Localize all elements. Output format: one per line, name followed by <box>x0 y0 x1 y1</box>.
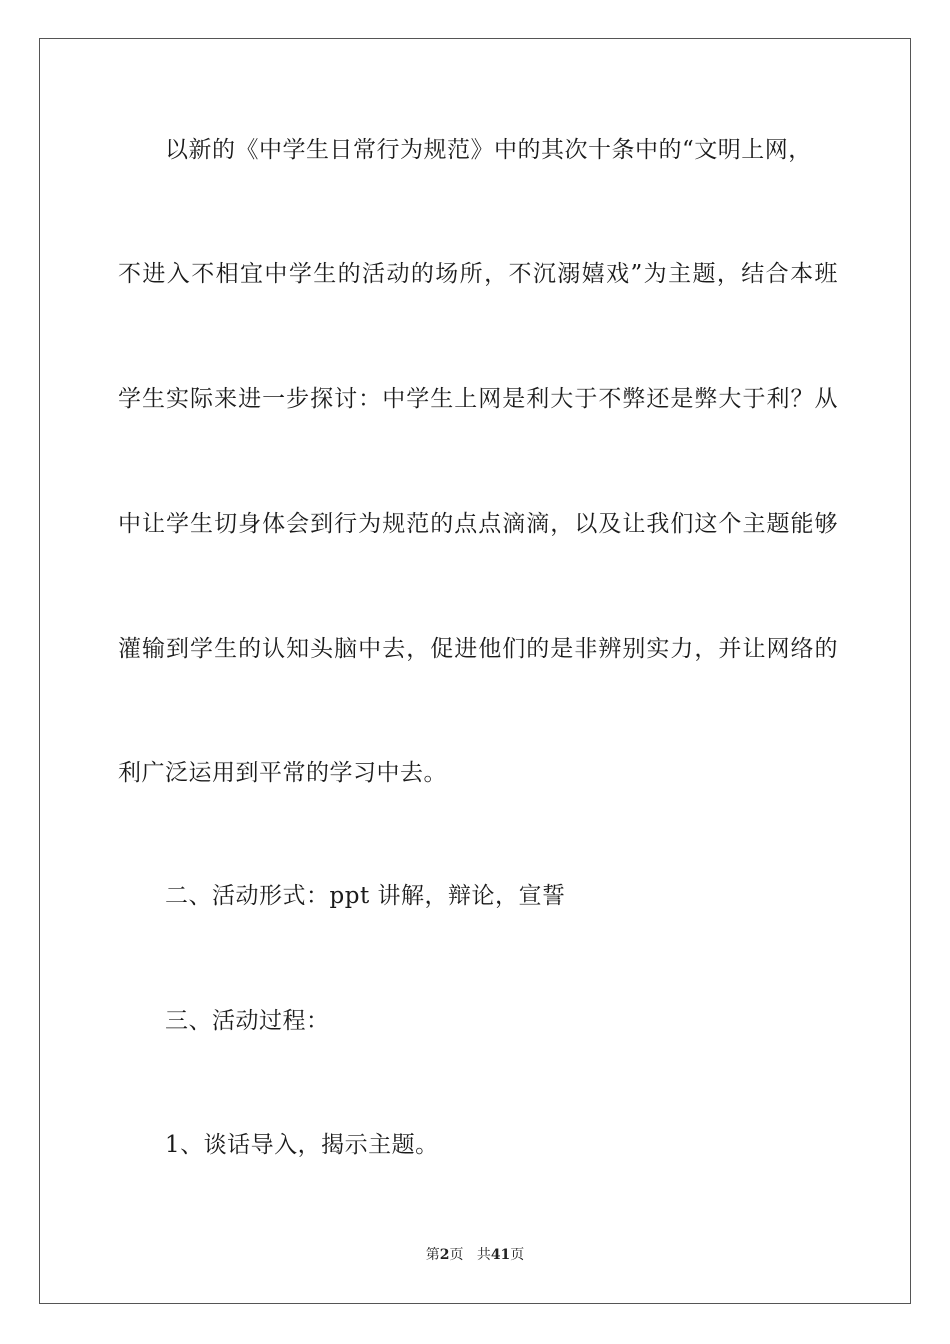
item-1-heading: 1、谈话导入，揭示主题。 <box>165 1132 439 1158</box>
section-2-heading: 二、活动形式：ppt 讲解，辩论，宣誓 <box>165 883 566 909</box>
footer-page-number: 2 <box>439 1247 450 1263</box>
page-border <box>39 38 911 1304</box>
footer-total-suffix: 页 <box>510 1247 525 1263</box>
footer-page-suffix: 页 <box>449 1247 464 1263</box>
paragraph-1-line-6: 利广泛运用到平常的学习中去。 <box>118 760 447 786</box>
footer-total-pages: 41 <box>490 1247 511 1263</box>
section-3-heading: 三、活动过程： <box>165 1008 330 1034</box>
paragraph-1-line-2: 不进入不相宜中学生的活动的场所，不沉溺嬉戏”为主题，结合本班 <box>118 261 838 287</box>
footer-page-prefix: 第 <box>425 1247 440 1263</box>
paragraph-1-line-5: 灌输到学生的认知头脑中去，促进他们的是非辨别实力，并让网络的 <box>118 636 838 662</box>
paragraph-1-line-1: 以新的《中学生日常行为规范》中的其次十条中的“文明上网， <box>165 137 812 163</box>
paragraph-1-line-3: 学生实际来进一步探讨：中学生上网是利大于不弊还是弊大于利？从 <box>118 386 838 412</box>
page-footer <box>0 1245 950 1265</box>
footer-total-prefix: 共 <box>476 1247 491 1263</box>
paragraph-1-line-4: 中让学生切身体会到行为规范的点点滴滴，以及让我们这个主题能够 <box>118 511 838 537</box>
